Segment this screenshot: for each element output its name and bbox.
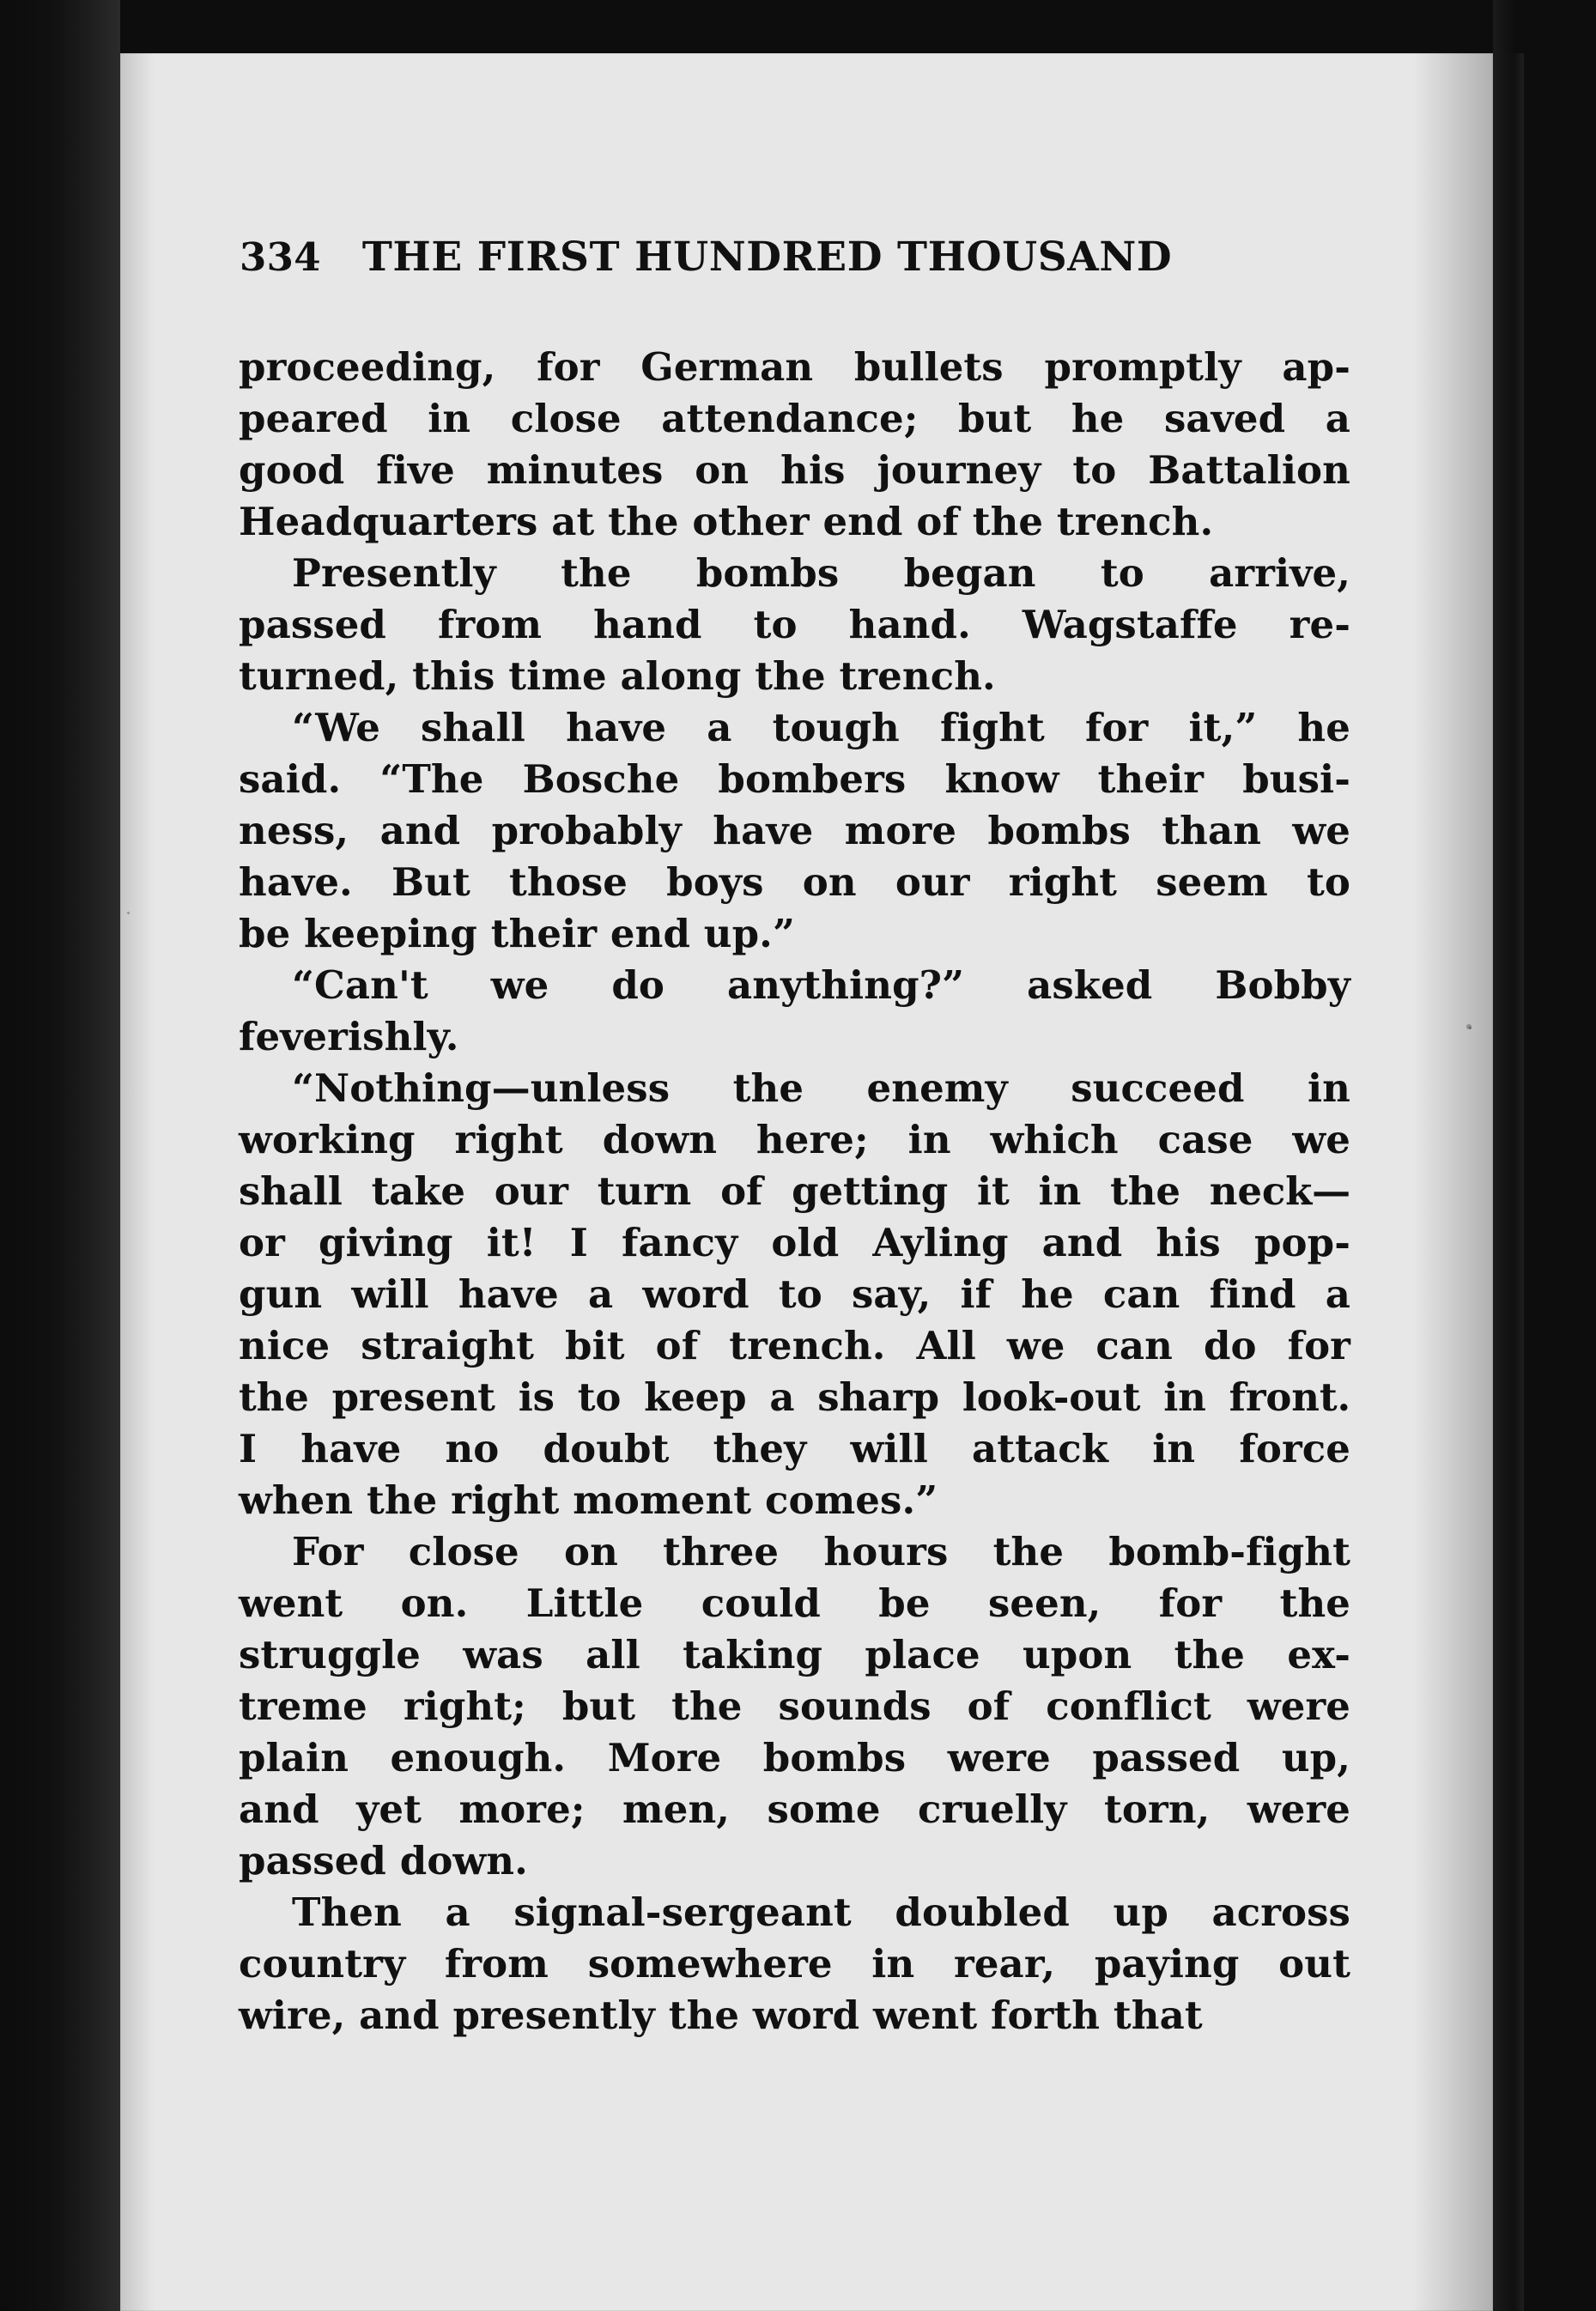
scan-speck — [127, 912, 130, 914]
text-line: Then a signal-sergeant doubled up across — [292, 1889, 1350, 1935]
text-line: said. “The Bosche bombers know their busi- — [239, 756, 1350, 802]
text-line: struggle was all taking place upon the ex- — [239, 1632, 1350, 1677]
text-line: or giving it! I fancy old Ayling and his pop- — [239, 1220, 1350, 1265]
text-line: peared in close attendance; but he saved a — [239, 396, 1350, 441]
page-number: 334 — [240, 234, 321, 280]
page-binding-shadow — [1503, 53, 1524, 2311]
text-line: Presently the bombs began to arrive, — [292, 550, 1350, 596]
text-line: plain enough. More bombs were passed up, — [239, 1735, 1350, 1780]
text-line: turned, this time along the trench. — [239, 653, 996, 699]
page-header — [240, 234, 1338, 281]
text-line: “Nothing—unless the enemy succeed in — [292, 1065, 1350, 1111]
text-line: proceeding, for German bullets promptly ap- — [239, 344, 1350, 390]
text-line: feverishly. — [239, 1014, 459, 1059]
scan-speck — [1469, 1027, 1472, 1029]
scan-left-edge — [0, 0, 120, 2311]
text-line: when the right moment comes.” — [239, 1477, 938, 1523]
text-line: treme right; but the sounds of conflict were — [239, 1683, 1350, 1729]
text-line: went on. Little could be seen, for the — [239, 1580, 1350, 1626]
text-line: and yet more; men, some cruelly torn, were — [239, 1786, 1350, 1832]
text-line: wire, and presently the word went forth that — [239, 1993, 1203, 2038]
text-line: working right down here; in which case we — [239, 1117, 1350, 1162]
text-line: be keeping their end up.” — [239, 911, 795, 956]
text-line: have. But those boys on our right seem to — [239, 859, 1350, 905]
running-title: THE FIRST HUNDRED THOUSAND — [361, 234, 1173, 281]
text-line: I have no doubt they will attack in force — [239, 1426, 1350, 1471]
text-line: “Can't we do anything?” asked Bobby — [292, 962, 1350, 1008]
text-line: country from somewhere in rear, paying out — [239, 1941, 1350, 1986]
text-line: passed from hand to hand. Wagstaffe re- — [239, 602, 1350, 647]
text-line: “We shall have a tough fight for it,” he — [292, 705, 1350, 750]
text-line: Headquarters at the other end of the trench. — [239, 499, 1214, 544]
text-line: the present is to keep a sharp look-out in front. — [239, 1374, 1350, 1420]
text-line: ness, and probably have more bombs than we — [239, 808, 1350, 853]
text-line: For close on three hours the bomb-fight — [292, 1529, 1350, 1574]
text-line: passed down. — [239, 1838, 528, 1883]
text-line: shall take our turn of getting it in the neck— — [239, 1168, 1350, 1214]
text-line: gun will have a word to say, if he can find a — [239, 1271, 1350, 1317]
text-line: good five minutes on his journey to Battalion — [239, 447, 1350, 493]
body-text — [239, 342, 1350, 2041]
text-line: nice straight bit of trench. All we can do for — [239, 1323, 1350, 1368]
